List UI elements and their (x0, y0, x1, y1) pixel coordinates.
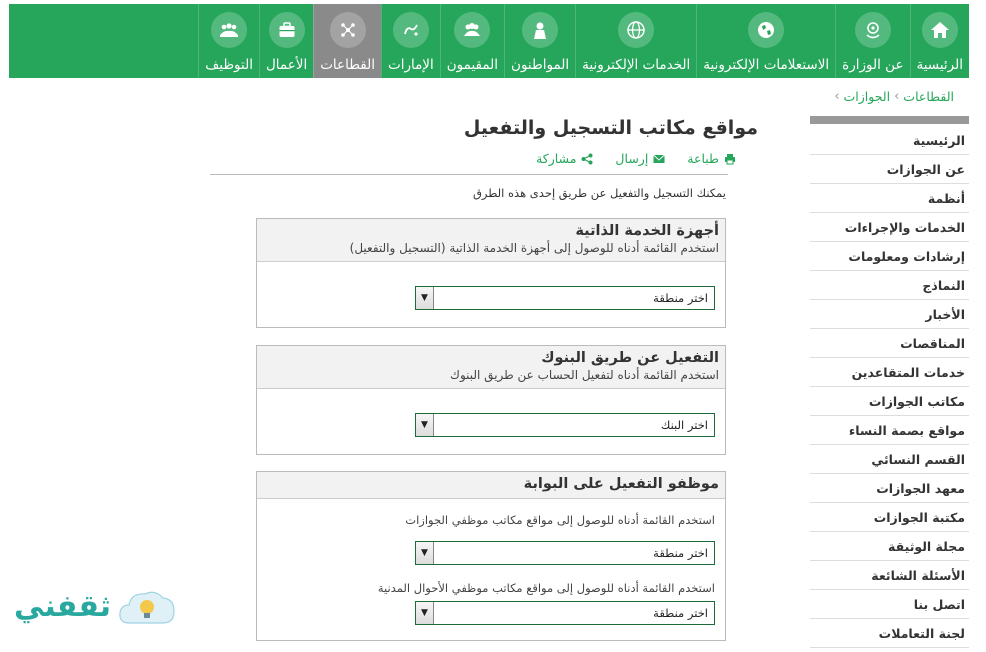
dropdown-arrow-icon[interactable]: ▼ (416, 287, 434, 309)
sidebar-item-transactions[interactable]: لجنة التعاملات (810, 619, 969, 648)
print-link[interactable] (687, 151, 736, 166)
sidebar-item-home[interactable]: الرئيسية (810, 126, 969, 155)
nav-item-business[interactable] (259, 4, 313, 78)
nav-item-home[interactable] (910, 4, 970, 78)
select-value: اختر البنك (660, 418, 708, 432)
globe-map-icon (748, 12, 784, 48)
nav-item-sectors[interactable] (313, 4, 381, 78)
nav-item-about-ministry[interactable] (835, 4, 909, 78)
vision-icon (393, 12, 429, 48)
dropdown-arrow-icon[interactable]: ▼ (416, 602, 434, 624)
sidebar (810, 116, 969, 648)
sidebar-item-faq[interactable]: الأسئلة الشائعة (810, 561, 969, 590)
sidebar-item-retirees[interactable]: خدمات المتقاعدين (810, 358, 969, 387)
sidebar-item-women-fingerprint[interactable]: مواقع بصمة النساء (810, 416, 969, 445)
nav-label: الرئيسية (916, 57, 963, 73)
nav-item-citizens[interactable] (504, 4, 575, 78)
nav-label: التوظيف (205, 57, 253, 73)
briefcase-icon (269, 12, 305, 48)
nav-label: القطاعات (320, 57, 375, 73)
sidebar-item-regulations[interactable]: أنظمة (810, 184, 969, 213)
sidebar-item-forms[interactable]: النماذج (810, 271, 969, 300)
chevron-left-icon: › (894, 89, 900, 104)
self-service-panel (256, 218, 726, 328)
sectors-share-icon (330, 12, 366, 48)
share-tools (536, 151, 736, 166)
panel-title: موظفو التفعيل على البوابة (523, 476, 719, 492)
civil-affairs-region-select[interactable] (415, 601, 715, 625)
sidebar-item-passport-offices[interactable]: مكاتب الجوازات (810, 387, 969, 416)
share-icon (581, 153, 593, 165)
nav-item-e-inquiries[interactable] (696, 4, 835, 78)
sidebar-item-news[interactable]: الأخبار (810, 300, 969, 329)
select-value: اختر منطقة (653, 291, 708, 305)
nav-item-emirates[interactable] (381, 4, 440, 78)
lightbulb-cloud-icon (117, 585, 177, 627)
chevron-left-icon: › (834, 89, 840, 104)
panel-description: استخدم القائمة أدناه للوصول إلى أجهزة الخدمة الذاتية (التسجيل والتفعيل) (349, 241, 719, 255)
civil-affairs-note: استخدم القائمة أدناه للوصول إلى مواقع مكاتب موظفي الأحوال المدنية (377, 581, 715, 595)
emblem-icon (855, 12, 891, 48)
portal-panel (256, 471, 726, 641)
employment-icon (211, 12, 247, 48)
banks-panel (256, 345, 726, 455)
passport-offices-note: استخدم القائمة أدناه للوصول إلى مواقع مكاتب موظفي الجوازات (405, 513, 715, 527)
panel-header (257, 472, 725, 499)
sidebar-item-institute[interactable]: معهد الجوازات (810, 474, 969, 503)
sidebar-item-women-section[interactable]: القسم النسائي (810, 445, 969, 474)
send-link[interactable] (615, 151, 665, 166)
sidebar-item-services-procedures[interactable]: الخدمات والإجراءات (810, 213, 969, 242)
nav-item-residents[interactable] (440, 4, 504, 78)
bank-select[interactable] (415, 413, 715, 437)
nav-label: المواطنون (511, 57, 570, 73)
panel-title: أجهزة الخدمة الذاتية (575, 223, 719, 239)
page-title: مواقع مكاتب التسجيل والتفعيل (463, 117, 758, 139)
nav-label: الخدمات الإلكترونية (582, 57, 691, 73)
sidebar-item-about-passports[interactable]: عن الجوازات (810, 155, 969, 184)
region-select[interactable] (415, 286, 715, 310)
share-label: مشاركة (536, 151, 577, 166)
panel-title: التفعيل عن طريق البنوك (541, 350, 719, 366)
print-icon (724, 153, 736, 165)
globe-icon (618, 12, 654, 48)
breadcrumb-sectors[interactable]: القطاعات (903, 89, 954, 104)
sidebar-item-magazine[interactable]: مجلة الوثيقة (810, 532, 969, 561)
sidebar-header-bar (810, 116, 969, 124)
sidebar-item-tenders[interactable]: المناقصات (810, 329, 969, 358)
envelope-icon (653, 153, 665, 165)
top-navigation (9, 4, 969, 78)
send-label: إرسال (615, 151, 649, 166)
panel-header (257, 219, 725, 262)
select-value: اختر منطقة (653, 546, 708, 560)
share-link[interactable] (536, 151, 593, 166)
dropdown-arrow-icon[interactable]: ▼ (416, 542, 434, 564)
intro-text: يمكنك التسجيل والتفعيل عن طريق إحدى هذه الطرق (472, 186, 726, 200)
watermark-text: ثقفني (14, 588, 112, 624)
divider (210, 174, 728, 175)
nav-label: عن الوزارة (842, 57, 904, 73)
breadcrumb (834, 89, 954, 104)
panel-header (257, 346, 725, 389)
select-value: اختر منطقة (653, 606, 708, 620)
nav-label: الإمارات (387, 57, 434, 73)
nav-label: الأعمال (265, 57, 308, 73)
home-icon (922, 12, 958, 48)
residents-icon (454, 12, 490, 48)
dropdown-arrow-icon[interactable]: ▼ (416, 414, 434, 436)
sidebar-item-contact[interactable]: اتصل بنا (810, 590, 969, 619)
print-label: طباعة (687, 151, 719, 166)
panel-description: استخدم القائمة أدناه لتفعيل الحساب عن طريق البنوك (450, 368, 719, 382)
watermark-logo (14, 585, 177, 627)
breadcrumb-passports[interactable]: الجوازات (843, 89, 891, 104)
sidebar-item-library[interactable]: مكتبة الجوازات (810, 503, 969, 532)
citizen-icon (522, 12, 558, 48)
nav-item-e-services[interactable] (575, 4, 696, 78)
nav-label: الاستعلامات الإلكترونية (703, 57, 830, 73)
nav-item-employment[interactable] (198, 4, 259, 78)
nav-label: المقيمون (446, 57, 499, 73)
sidebar-item-guidance[interactable]: إرشادات ومعلومات (810, 242, 969, 271)
passport-region-select[interactable] (415, 541, 715, 565)
